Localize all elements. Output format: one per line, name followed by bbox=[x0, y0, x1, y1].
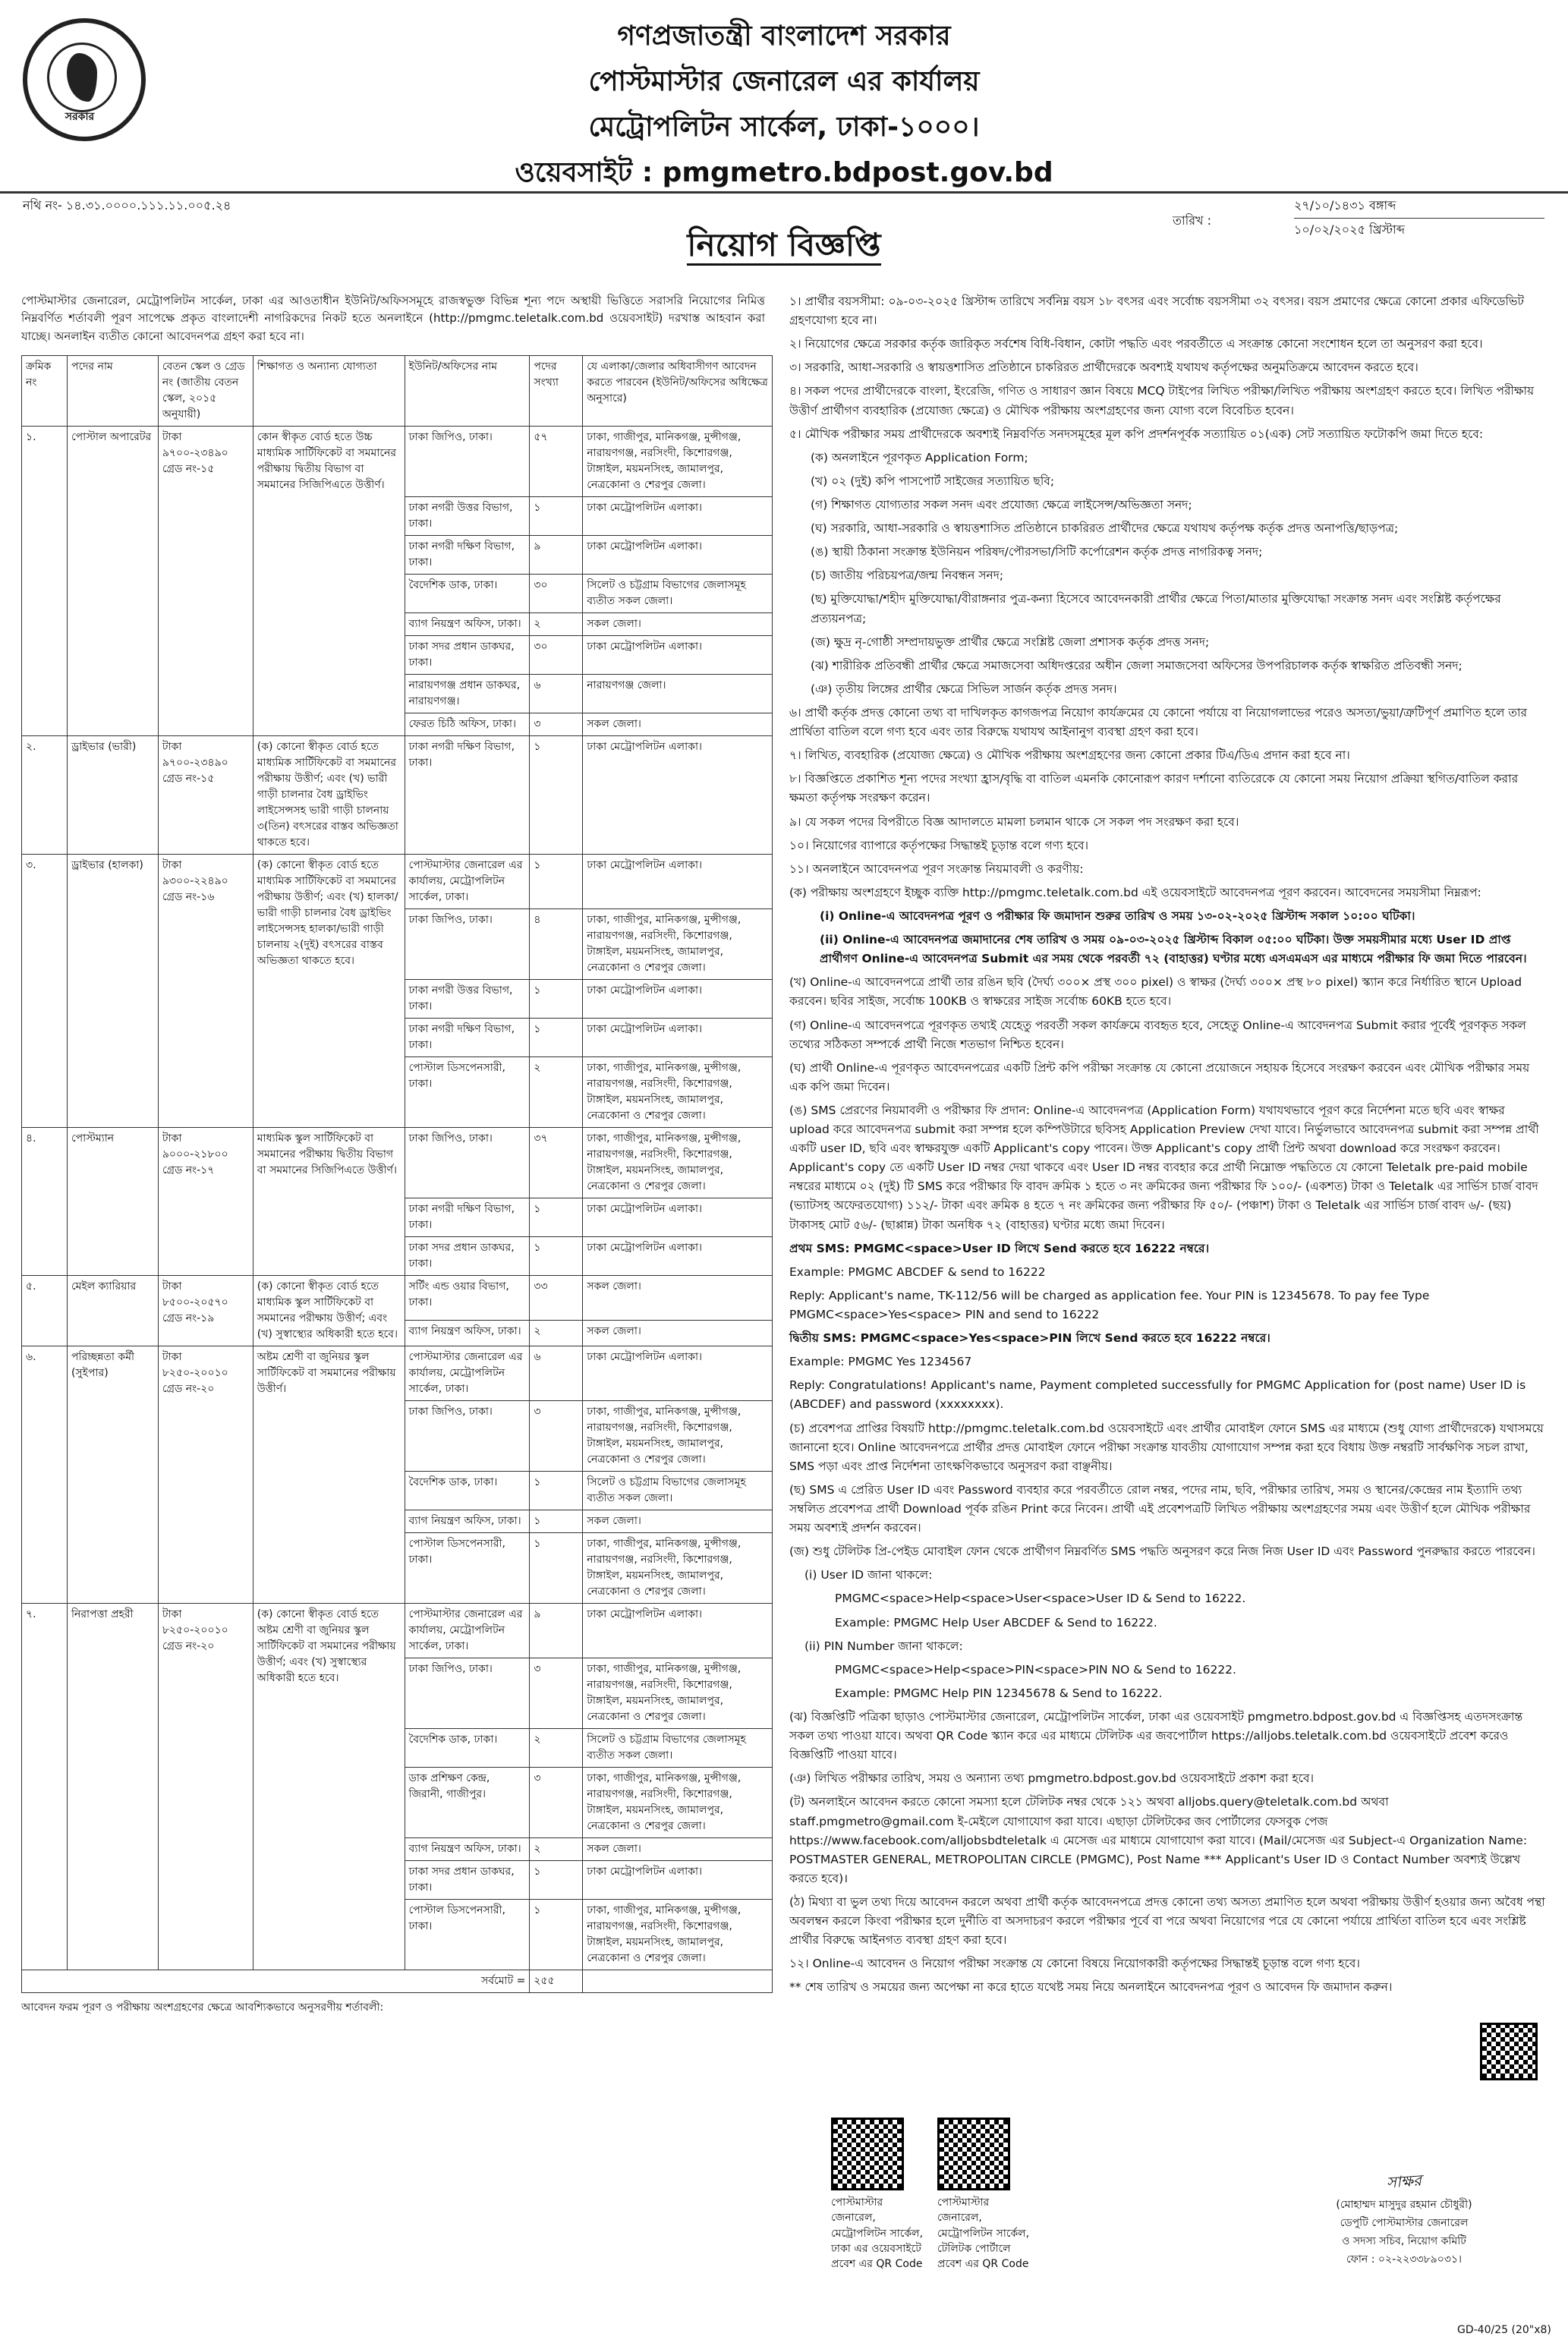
cell-eligible-area: ঢাকা, গাজীপুর, মানিকগঞ্জ, মুন্সীগঞ্জ, নারায়ণগঞ্জ, নরসিংদী, কিশোরগঞ্জ, টাঙ্গাইল, ময়মনসিংহ, জামালপুর, নেত্রকোনা ও শেরপুর জেলা। bbox=[583, 1401, 773, 1472]
date-label: তারিখ : bbox=[1173, 213, 1212, 228]
cell-pay-scale: টাকা ৮২৫০-২০০১০ গ্রেড নং-২০ bbox=[158, 1604, 253, 1970]
col-header-qualification: শিক্ষাগত ও অন্যান্য যোগ্যতা bbox=[253, 356, 405, 427]
cell-post-count: ১ bbox=[530, 855, 583, 909]
cell-eligible-area: ঢাকা, গাজীপুর, মানিকগঞ্জ, মুন্সীগঞ্জ, নারায়ণগঞ্জ, নরসিংদী, কিশোরগঞ্জ, টাঙ্গাইল, ময়মনসিংহ, জামালপুর, নেত্রকোনা ও শেরপুর জেলা। bbox=[583, 1768, 773, 1838]
condition-item: ২। নিয়োগের ক্ষেত্রে সরকার কর্তৃক জারিকৃত সর্বশেষ বিধি-বিধান, কোটা পদ্ধতি এবং পরবর্তীতে এ সংক্রান্ত কোনো সংশোধন হলে তা অনুসরণ করা হবে। bbox=[789, 337, 1483, 351]
cell-unit: পোস্টমাস্টার জেনারেল এর কার্যালয়, মেট্রোপলিটন সার্কেল, ঢাকা। bbox=[405, 1604, 530, 1658]
recover-userid-cmd: PMGMC<space>Help<space>User<space>User ID & Send to 16222. bbox=[835, 1592, 1246, 1606]
notice-title: নিয়োগ বিজ্ঞপ্তি bbox=[687, 226, 880, 266]
cell-post-count: ৩০ bbox=[530, 636, 583, 675]
cell-unit: পোস্টমাস্টার জেনারেল এর কার্যালয়, মেট্রোপলিটন সার্কেল, ঢাকা। bbox=[405, 1346, 530, 1401]
cell-eligible-area: সকল জেলা। bbox=[583, 1510, 773, 1533]
cell-post-name: পোস্টাল অপারেটর bbox=[67, 427, 158, 736]
cell-post-name: পরিচ্ছন্নতা কর্মী (সুইপার) bbox=[67, 1346, 158, 1604]
signatory-name: (মোহাম্মদ মাসুদুর রহমান চৌধুরী) bbox=[1336, 2199, 1472, 2211]
signatory-phone: ফোন : ০২-২২৩৩৮৯০৩১। bbox=[1346, 2253, 1463, 2266]
condition-item: ৯। যে সকল পদের বিপরীতে বিজ্ঞ আদালতে মামলা চলমান থাকে সে সকল পদ সংরক্ষণ করা হবে। bbox=[789, 814, 1239, 829]
condition-item: ১২। Online-এ আবেদন ও নিয়োগ পরীক্ষা সংক্রান্ত যে কোনো বিষয়ে নিয়োগকারী কর্তৃপক্ষের সিদ্ধান্তই চূড়ান্ত বলে গণ্য হবে। bbox=[789, 1957, 1360, 1971]
cell-unit: ঢাকা জিপিও, ঢাকা। bbox=[405, 1658, 530, 1729]
cell-serial: ৩. bbox=[22, 855, 68, 1128]
col-header-scale: বেতন স্কেল ও গ্রেড নং (জাতীয় বেতন স্কেল, ২০১৫ অনুযায়ী) bbox=[158, 356, 253, 427]
cell-eligible-area: সকল জেলা। bbox=[583, 1838, 773, 1861]
cell-eligible-area: ঢাকা, গাজীপুর, মানিকগঞ্জ, মুন্সীগঞ্জ, নারায়ণগঞ্জ, নরসিংদী, কিশোরগঞ্জ, টাঙ্গাইল, ময়মনসিংহ, জামালপুর, নেত্রকোনা ও শেরপুর জেলা। bbox=[583, 909, 773, 980]
cell-eligible-area: সকল জেলা। bbox=[583, 713, 773, 736]
cell-unit: ঢাকা নগরী দক্ষিণ বিভাগ, ঢাকা। bbox=[405, 1019, 530, 1057]
cell-unit: ব্যাগ নিয়ন্ত্রণ অফিস, ঢাকা। bbox=[405, 1510, 530, 1533]
cell-pay-scale: টাকা ৮৫০০-২০৫৭০ গ্রেড নং-১৯ bbox=[158, 1276, 253, 1346]
condition-item: ১। প্রার্থীর বয়সসীমা: ০৯-০৩-২০২৫ খ্রিস্টাব্দ তারিখে সর্বনিম্ন বয়স ১৮ বৎসর এবং সর্বোচ্চ বয়সসীমা ৩২ বৎসর। বয়স প্রমাণের ক্ষেত্রে কোনো প্রকার এফিডেভিট গ্রহণযোগ্য হবে না। bbox=[789, 294, 1524, 328]
online-rule-nga: (ঙ) SMS প্রেরণের নিয়মাবলী ও পরীক্ষার ফি প্রদান: Online-এ আবেদনপত্র (Application Form) যথাযথভাবে পূরণ করে নির্দেশনা মতে ছবি এবং স্বাক্ষর upload করে আবেদনপত্র submit করা সম্পন্ন হলে কম্পিউটারে ছবিসহ Application Preview দেখা যাবে। নির্ভুলভাবে আবেদনপত্র submit করা সম্পন্ন প্রার্থী একটি user ID, ছবি এবং স্বাক্ষরযুক্ত একটি Applicant's copy পাবেন। উক্ত Applicant's copy প্রার্থী প্রিন্ট অথবা download করে সংরক্ষণ করবেন। Applicant's copy তে একটি User ID নম্বর দেয়া থাকবে এবং User ID নম্বর ব্যবহার করে প্রার্থী নিম্নোক্ত পদ্ধতিতে যে কোনো Teletalk pre-paid mobile নম্বরের মাধ্যমে ০২ (দুই) টি SMS করে পরীক্ষার ফি বাবদ ক্রমিক ১ হতে ৩ নং ক্রমিকের জন্য পরীক্ষার ফি ১০০/- (একশত) টাকা ও Teletalk এর সার্ভিস চার্জ বাবদ (ভ্যাটসহ অফেরতযোগ্য) ১১২/- টাকা এবং ক্রমিক ৪ হতে ৭ নং ক্রমিকের জন্য পরীক্ষার ফি ৫০/- (পঞ্চাশ) টাকা ও Teletalk এর সার্ভিস চার্জ বাবদ ৬/- (ছয়) টাকাসহ মোট ৫৬/- (ছাপ্পান্ন) টাকা অনধিক ৭২ (বাহাত্তর) ঘণ্টার মধ্যে জমা দিবেন। bbox=[789, 1103, 1539, 1232]
col-header-post: পদের নাম bbox=[67, 356, 158, 427]
cell-unit: পোস্টাল ডিসপেনসারী, ঢাকা। bbox=[405, 1900, 530, 1970]
recover-pin-label: (ii) PIN Number জানা থাকলে: bbox=[804, 1639, 963, 1653]
cell-unit: ব্যাগ নিয়ন্ত্রণ অফিস, ঢাকা। bbox=[405, 613, 530, 636]
condition-item: (ঝ) শারীরিক প্রতিবন্ধী প্রার্থীর ক্ষেত্রে সমাজসেবা অধিদপ্তরের অধীন জেলা সমাজসেবা অফিসের উপপরিচালক কর্তৃক স্বাক্ষরিত প্রতিবন্ধী সনদ; bbox=[811, 658, 1463, 672]
cell-unit: ব্যাগ নিয়ন্ত্রণ অফিস, ঢাকা। bbox=[405, 1320, 530, 1346]
signatory-designation-1: ডেপুটি পোস্টমাস্টার জেনারেল bbox=[1340, 2217, 1469, 2229]
condition-item: ৬। প্রার্থী কর্তৃক প্রদত্ত কোনো তথ্য বা দাখিলকৃত কাগজপত্র নিয়োগ কার্যক্রমের যে কোনো পর্যায়ে বা নিয়োগলাভের পরেও অসত্য/ভুয়া/ত্রুটিপূর্ণ প্রমাণিত হলে তার প্রার্থিতা বাতিল বলে গণ্য হবে এবং তার বিরুদ্ধে যথাযথ আইনানুগ ব্যবস্থা গ্রহণ করা হবে। bbox=[789, 705, 1528, 739]
qr-teletalk-caption: পোস্টমাস্টার জেনারেল, মেট্রোপলিটন সার্কেল, টেলিটক পোর্টালে প্রবেশ এর QR Code bbox=[937, 2196, 1030, 2271]
cell-post-count: ১ bbox=[530, 1510, 583, 1533]
cell-eligible-area: ঢাকা মেট্রোপলিটন এলাকা। bbox=[583, 1019, 773, 1057]
cell-post-name: নিরাপত্তা প্রহরী bbox=[67, 1604, 158, 1970]
condition-item: ১০। নিয়োগের ব্যাপারে কর্তৃপক্ষের সিদ্ধান্তই চূড়ান্ত বলে গণ্য হবে। bbox=[789, 838, 1089, 852]
cell-post-count: ২ bbox=[530, 613, 583, 636]
table-row bbox=[22, 736, 773, 855]
cell-unit: পোস্টমাস্টার জেনারেল এর কার্যালয়, মেট্রোপলিটন সার্কেল, ঢাকা। bbox=[405, 855, 530, 909]
cell-pay-scale: টাকা ৯০০০-২১৮০০ গ্রেড নং-১৭ bbox=[158, 1128, 253, 1276]
cell-unit: ঢাকা সদর প্রধান ডাকঘর, ঢাকা। bbox=[405, 1861, 530, 1900]
cell-unit: ঢাকা নগরী দক্ষিণ বিভাগ, ঢাকা। bbox=[405, 1198, 530, 1237]
sms-second-label: দ্বিতীয় SMS: PMGMC<space>Yes<space>PIN লিখে Send করতে হবে 16222 নম্বরে। bbox=[789, 1331, 1270, 1346]
online-rule-jha: (ঝ) বিজ্ঞপ্তিটি পত্রিকা ছাড়াও পোস্টমাস্টার জেনারেল, মেট্রোপলিটন সার্কেল, ঢাকা এর ওয়েবসাইট pmgmetro.bdpost.gov.bd এ বিজ্ঞপ্তিসহ এতদসংক্রান্ত সকল তথ্য পাওয়া যাবে। অথবা QR Code স্ক্যান করে এর মাধ্যমে টেলিটক এর জবপোর্টাল https://alljobs.teletalk.com.bd ওয়েবসাইটে প্রবেশ করেও বিজ্ঞপ্তিটি পাওয়া যাবে। bbox=[789, 1710, 1523, 1762]
cell-qualification: (ক) কোনো স্বীকৃত বোর্ড হতে মাধ্যমিক সার্টিফিকেট বা সমমানের পরীক্ষায় উত্তীর্ণ; এবং (খ) ভারী গাড়ী চালনার বৈধ ড্রাইভিং লাইসেন্সসহ ভারী গাড়ী চালনায় ৩(তিন) বৎসরের বাস্তব অভিজ্ঞতা থাকতে হবে। bbox=[253, 736, 405, 855]
cell-eligible-area: সকল জেলা। bbox=[583, 1276, 773, 1321]
condition-item: ৭। লিখিত, ব্যবহারিক (প্রযোজ্য ক্ষেত্রে) ও মৌখিক পরীক্ষায় অংশগ্রহণের জন্য কোনো প্রকার টিএ/ডিএ প্রদান করা হবে না। bbox=[789, 748, 1350, 763]
cell-eligible-area: সিলেট ও চট্টগ্রাম বিভাগের জেলাসমূহ ব্যতীত সকল জেলা। bbox=[583, 1729, 773, 1768]
cell-post-count: ১ bbox=[530, 980, 583, 1019]
title-wrap bbox=[0, 220, 1568, 274]
cell-eligible-area: ঢাকা মেট্রোপলিটন এলাকা। bbox=[583, 1604, 773, 1658]
col-header-sl: ক্রমিক নং bbox=[22, 356, 68, 427]
cell-eligible-area: ঢাকা মেট্রোপলিটন এলাকা। bbox=[583, 1198, 773, 1237]
header-line-1: গণপ্রজাতন্ত্রী বাংলাদেশ সরকার bbox=[617, 20, 951, 52]
header-divider bbox=[0, 191, 1568, 194]
cell-post-count: ৩৩ bbox=[530, 1276, 583, 1321]
header-line-2: পোস্টমাস্টার জেনারেল এর কার্যালয় bbox=[588, 66, 980, 97]
online-rule-ka-i: (i) Online-এ আবেদনপত্র পূরণ ও পরীক্ষার ফি জমাদান শুরুর তারিখ ও সময় ১৩-০২-২০২৫ খ্রিস্টাব্দ সকাল ১০:০০ ঘটিকা। bbox=[820, 908, 1415, 923]
signatory-designation-2: ও সদস্য সচিব, নিয়োগ কমিটি bbox=[1342, 2235, 1466, 2247]
cell-post-count: ১ bbox=[530, 497, 583, 536]
signature-block bbox=[1275, 2171, 1533, 2269]
cell-qualification: (ক) কোনো স্বীকৃত বোর্ড হতে মাধ্যমিক স্কুল সার্টিফিকেট বা সমমানের পরীক্ষায় উত্তীর্ণ; এবং (খ) সুস্বাস্থ্যের অধিকারী হতে হবে। bbox=[253, 1276, 405, 1346]
cell-post-name: মেইল ক্যারিয়ার bbox=[67, 1276, 158, 1346]
condition-item: (ঞ) তৃতীয় লিঙ্গের প্রার্থীর ক্ষেত্রে সিভিল সার্জন কর্তৃক প্রদত্ত সনদ। bbox=[811, 682, 1117, 696]
date-english: ১০/০২/২০২৫ খ্রিস্টাব্দ bbox=[1294, 222, 1405, 237]
condition-item: (ছ) মুক্তিযোদ্ধা/শহীদ মুক্তিযোদ্ধা/বীরাঙ্গনার পুত্র-কন্যা হিসেবে আবেদনকারী প্রার্থীর ক্ষেত্রে পিতা/মাতার মুক্তিযোদ্ধা সংক্রান্ত সনদ এবং সংশ্লিষ্ট কর্তৃপক্ষের প্রত্যয়নপত্র; bbox=[811, 592, 1501, 625]
cell-eligible-area: ঢাকা, গাজীপুর, মানিকগঞ্জ, মুন্সীগঞ্জ, নারায়ণগঞ্জ, নরসিংদী, কিশোরগঞ্জ, টাঙ্গাইল, ময়মনসিংহ, জামালপুর, নেত্রকোনা ও শেরপুর জেলা। bbox=[583, 1658, 773, 1729]
cell-post-count: ১ bbox=[530, 1861, 583, 1900]
cell-eligible-area: ঢাকা, গাজীপুর, মানিকগঞ্জ, মুন্সীগঞ্জ, নারায়ণগঞ্জ, নরসিংদী, কিশোরগঞ্জ, টাঙ্গাইল, ময়মনসিংহ, জামালপুর, নেত্রকোনা ও শেরপুর জেলা। bbox=[583, 1057, 773, 1128]
cell-unit: ঢাকা জিপিও, ঢাকা। bbox=[405, 1401, 530, 1472]
cell-unit: ঢাকা নগরী দক্ষিণ বিভাগ, ঢাকা। bbox=[405, 736, 530, 855]
recover-pin-cmd: PMGMC<space>Help<space>PIN<space>PIN NO & Send to 16222. bbox=[835, 1662, 1236, 1677]
condition-item: (খ) ০২ (দুই) কপি পাসপোর্ট সাইজের সত্যায়িত ছবি; bbox=[811, 474, 1055, 488]
online-rule-kha: (খ) Online-এ আবেদনপত্রে প্রার্থী তার রঙিন ছবি (দৈর্ঘ্য ৩০০× প্রস্থ ৩০০ pixel) ও স্বাক্ষর (দৈর্ঘ্য ৩০০× প্রস্থ ৮০ pixel) স্ক্যান করে নির্ধারিত স্থানে Upload করবেন। ছবির সাইজ, সর্বোচ্চ 100KB ও স্বাক্ষরের সাইজ সর্বোচ্চ 60KB হতে হবে। bbox=[789, 975, 1522, 1009]
cell-unit: ঢাকা জিপিও, ঢাকা। bbox=[405, 909, 530, 980]
cell-eligible-area: ঢাকা, গাজীপুর, মানিকগঞ্জ, মুন্সীগঞ্জ, নারায়ণগঞ্জ, নরসিংদী, কিশোরগঞ্জ, টাঙ্গাইল, ময়মনসিংহ, জামালপুর, নেত্রকোনা ও শেরপুর জেলা। bbox=[583, 1533, 773, 1604]
cell-post-count: ২ bbox=[530, 1729, 583, 1768]
cell-post-count: ২ bbox=[530, 1057, 583, 1128]
cell-post-count: ৩০ bbox=[530, 575, 583, 613]
cell-post-count: ২ bbox=[530, 1320, 583, 1346]
cell-pay-scale: টাকা ৮২৫০-২০০১০ গ্রেড নং-২০ bbox=[158, 1346, 253, 1604]
cell-post-count: ৩ bbox=[530, 1768, 583, 1838]
cell-eligible-area: ঢাকা মেট্রোপলিটন এলাকা। bbox=[583, 1861, 773, 1900]
cell-unit: ফেরত চিঠি অফিস, ঢাকা। bbox=[405, 713, 530, 736]
qr-code-corner-icon bbox=[1480, 2023, 1538, 2080]
cell-eligible-area: ঢাকা মেট্রোপলিটন এলাকা। bbox=[583, 1237, 773, 1276]
cell-unit: ব্যাগ নিয়ন্ত্রণ অফিস, ঢাকা। bbox=[405, 1838, 530, 1861]
online-rule-ka-ii: (ii) Online-এ আবেদনপত্র জমাদানের শেষ তারিখ ও সময় ০৯-০৩-২০২৫ খ্রিস্টাব্দ বিকাল ০৫:০০ ঘটিকা। উক্ত সময়সীমার মধ্যে User ID প্রাপ্ত প্রার্থীগণ Online-এ আবেদনপত্র Submit এর সময় থেকে পরবর্তী ৭২ (বাহাত্তর) ঘণ্টার মধ্যে এসএমএস এর মাধ্যমে পরীক্ষার ফি জমা দিতে পারবেন। bbox=[820, 933, 1527, 966]
online-rule-chha: (ছ) SMS এ প্রেরিত User ID এবং Password ব্যবহার করে পরবর্তীতে রোল নম্বর, পদের নাম, ছবি, পরীক্ষার তারিখ, সময় ও স্থানের/কেন্দ্রের নাম ইত্যাদি তথ্য সম্বলিত প্রবেশপত্র প্রার্থী Download পূর্বক রঙিন Print করে নিবেন। প্রার্থী এই প্রবেশপত্রটি লিখিত পরীক্ষায় অংশগ্রহণের সময় এবং উত্তীর্ণ হলে মৌখিক পরীক্ষার সময় অবশ্যই প্রদর্শন করবেন। bbox=[789, 1482, 1531, 1535]
cell-unit: ঢাকা নগরী উত্তর বিভাগ, ঢাকা। bbox=[405, 980, 530, 1019]
col-header-unit: ইউনিট/অফিসের নাম bbox=[405, 356, 530, 427]
cell-pay-scale: টাকা ৯৭০০-২৩৪৯০ গ্রেড নং-১৫ bbox=[158, 736, 253, 855]
cell-eligible-area: ঢাকা মেট্রোপলিটন এলাকা। bbox=[583, 1346, 773, 1401]
cell-unit: ঢাকা সদর প্রধান ডাকঘর, ঢাকা। bbox=[405, 636, 530, 675]
cell-post-count: ১ bbox=[530, 1533, 583, 1604]
header-line-3: মেট্রোপলিটন সার্কেল, ঢাকা-১০০০। bbox=[588, 112, 980, 143]
cell-serial: ৪. bbox=[22, 1128, 68, 1276]
table-header-row bbox=[22, 356, 773, 427]
qr-teletalk-block bbox=[937, 2118, 1036, 2272]
online-rule-ka: (ক) পরীক্ষায় অংশগ্রহণে ইচ্ছুক ব্যক্তি http://pmgmc.teletalk.com.bd এই ওয়েবসাইটে আবেদনপত্র পূরণ করবেন। আবেদনের সময়সীমা নিম্নরূপ: bbox=[789, 885, 1481, 899]
cell-eligible-area: সিলেট ও চট্টগ্রাম বিভাগের জেলাসমূহ ব্যতীত সকল জেলা। bbox=[583, 1472, 773, 1510]
online-rule-nya: (ঞ) লিখিত পরীক্ষার তারিখ, সময় ও অন্যান্য তথ্য pmgmetro.bdpost.gov.bd ওয়েবসাইটে প্রকাশ করা হবে। bbox=[789, 1771, 1315, 1786]
qr-website-caption: পোস্টমাস্টার জেনারেল, মেট্রোপলিটন সার্কেল, ঢাকা এর ওয়েবসাইটে প্রবেশ এর QR Code bbox=[831, 2196, 924, 2271]
cell-post-count: ১ bbox=[530, 1019, 583, 1057]
cell-eligible-area: ঢাকা মেট্রোপলিটন এলাকা। bbox=[583, 536, 773, 575]
cell-eligible-area: ঢাকা, গাজীপুর, মানিকগঞ্জ, মুন্সীগঞ্জ, নারায়ণগঞ্জ, নরসিংদী, কিশোরগঞ্জ, টাঙ্গাইল, ময়মনসিংহ, জামালপুর, নেত্রকোনা ও শেরপুর জেলা। bbox=[583, 1900, 773, 1970]
cell-eligible-area: ঢাকা মেট্রোপলিটন এলাকা। bbox=[583, 497, 773, 536]
cell-post-name: ড্রাইভার (ভারী) bbox=[67, 736, 158, 855]
cell-eligible-area: সকল জেলা। bbox=[583, 1320, 773, 1346]
condition-item: (ঘ) সরকারি, আধা-সরকারি ও স্বায়ত্তশাসিত প্রতিষ্ঠানে চাকরিরত প্রার্থীদের ক্ষেত্রে যথাযথ কর্তৃপক্ষ কর্তৃক প্রদত্ত অনাপত্তি/ছাড়পত্র; bbox=[811, 521, 1399, 536]
total-row bbox=[22, 1970, 773, 1993]
cell-unit: সর্টিং এন্ড ওয়ার বিভাগ, ঢাকা। bbox=[405, 1276, 530, 1321]
cell-qualification: মাধ্যমিক স্কুল সার্টিফিকেট বা সমমানের পরীক্ষায় দ্বিতীয় বিভাগ বা সমমানের সিজিপিএতে উত্তীর্ণ। bbox=[253, 1128, 405, 1276]
cell-unit: ঢাকা জিপিও, ঢাকা। bbox=[405, 1128, 530, 1198]
online-rule-ta: (ট) অনলাইনে আবেদন করতে কোনো সমস্যা হলে টেলিটক নম্বর থেকে ১২১ অথবা alljobs.query@teletalk.com.bd অথবা staff.pmgmetro@gmail.com ই-মেইলে যোগাযোগ করা যাবে। এছাড়া টেলিটকের জব পোর্টালের ফেসবুক পেজ https://www.facebook.com/alljobsbdteletalk এ মেসেজ এর মাধ্যমে যোগাযোগ করা যাবে। (Mail/মেসেজ এর Subject-এ Organization Name: POSTMASTER GENERAL, METROPOLITAN CIRCLE (PMGMC), Post Name *** Applicant's User ID ও Contact Number অবশ্যই উল্লেখ করতে হবে)। bbox=[789, 1795, 1528, 1885]
recover-userid-example: Example: PMGMC Help User ABCDEF & Send to 16222. bbox=[835, 1615, 1157, 1630]
total-label: সর্বমোট = bbox=[22, 1970, 530, 1993]
signature-scribble: সাক্ষর bbox=[1385, 2171, 1422, 2192]
cell-unit: ঢাকা নগরী উত্তর বিভাগ, ঢাকা। bbox=[405, 497, 530, 536]
col-header-area: যে এলাকা/জেলার অধিবাসীগণ আবেদন করতে পারবেন (ইউনিট/অফিসের অধিক্ষেত্র অনুসারে) bbox=[583, 356, 773, 427]
total-empty bbox=[583, 1970, 773, 1993]
cell-post-count: ১ bbox=[530, 1900, 583, 1970]
vacancy-body bbox=[22, 427, 773, 1970]
table-row bbox=[22, 1604, 773, 1658]
cell-eligible-area: সিলেট ও চট্টগ্রাম বিভাগের জেলাসমূহ ব্যতীত সকল জেলা। bbox=[583, 575, 773, 613]
cell-post-name: পোস্টম্যান bbox=[67, 1128, 158, 1276]
cell-unit: পোস্টাল ডিসপেনসারী, ঢাকা। bbox=[405, 1057, 530, 1128]
condition-item: ৩। সরকারি, আধা-সরকারি ও স্বায়ত্তশাসিত প্রতিষ্ঠানে চাকরিরত প্রার্থীদেরকে অবশ্যই যথাযথ কর্তৃপক্ষের অনুমতিক্রমে আবেদন করতে হবে। bbox=[789, 361, 1418, 375]
table-row bbox=[22, 1346, 773, 1401]
sms-second-reply: Reply: Congratulations! Applicant's name, Payment completed successfully for PMGMC Application for (post name) User ID is (ABCDEF) and password (xxxxxxxx). bbox=[789, 1378, 1526, 1412]
cell-eligible-area: সকল জেলা। bbox=[583, 613, 773, 636]
qr-code-teletalk-icon bbox=[937, 2118, 1010, 2190]
qr-website-block bbox=[831, 2118, 930, 2272]
cell-eligible-area: নারায়ণগঞ্জ জেলা। bbox=[583, 675, 773, 713]
condition-item: ১১। অনলাইনে আবেদনপত্র পূরণ সংক্রান্ত নিয়মাবলী ও করণীয়: bbox=[789, 861, 1084, 876]
condition-item: (ক) অনলাইনে পূরণকৃত Application Form; bbox=[811, 450, 1028, 464]
cell-eligible-area: ঢাকা মেট্রোপলিটন এলাকা। bbox=[583, 636, 773, 675]
cell-serial: ৬. bbox=[22, 1346, 68, 1604]
cell-post-count: ৪ bbox=[530, 909, 583, 980]
condition-item: (গ) শিক্ষাগত যোগ্যতার সকল সনদ এবং প্রযোজ্য ক্ষেত্রে লাইসেন্স/অভিজ্ঞতা সনদ; bbox=[811, 497, 1192, 512]
table-row bbox=[22, 1128, 773, 1198]
cell-pay-scale: টাকা ৯৩০০-২২৪৯০ গ্রেড নং-১৬ bbox=[158, 855, 253, 1128]
online-rule-ja: (জ) শুধু টেলিটক প্রি-পেইড মোবাইল ফোন থেকে প্রার্থীগণ নিম্নবর্ণিত SMS পদ্ধতি অনুসরণ করে নিজ নিজ User ID এবং Password পুনরুদ্ধার করতে পারবেন। bbox=[789, 1545, 1535, 1559]
header-website: ওয়েবসাইট : pmgmetro.bdpost.gov.bd bbox=[515, 157, 1053, 188]
cell-post-count: ৬ bbox=[530, 675, 583, 713]
cell-post-count: ১ bbox=[530, 736, 583, 855]
cell-qualification: (ক) কোনো স্বীকৃত বোর্ড হতে অষ্টম শ্রেণী বা জুনিয়র স্কুল সার্টিফিকেট বা সমমানের পরীক্ষায় উত্তীর্ণ; এবং (খ) সুস্বাস্থ্যের অধিকারী হতে হবে। bbox=[253, 1604, 405, 1970]
date-bangla: ২৭/১০/১৪৩১ বঙ্গাব্দ bbox=[1294, 198, 1396, 213]
online-rule-gha: (ঘ) প্রার্থী Online-এ পূরণকৃত আবেদনপত্রের একটি প্রিন্ট কপি পরীক্ষা সংক্রান্ত যে কোনো প্রয়োজনে সহায়ক হিসেবে সংরক্ষণ করবেন এবং মৌখিক পরীক্ষার সময় এক কপি জমা দিবেন। bbox=[789, 1060, 1530, 1094]
cell-post-count: ৫৭ bbox=[530, 427, 583, 497]
cell-eligible-area: ঢাকা, গাজীপুর, মানিকগঞ্জ, মুন্সীগঞ্জ, নারায়ণগঞ্জ, নরসিংদী, কিশোরগঞ্জ, টাঙ্গাইল, ময়মনসিংহ, জামালপুর, নেত্রকোনা ও শেরপুর জেলা। bbox=[583, 427, 773, 497]
qr-corner-block bbox=[1480, 2023, 1538, 2080]
qr-code-website-icon bbox=[831, 2118, 904, 2190]
cell-unit: ঢাকা জিপিও, ঢাকা। bbox=[405, 427, 530, 497]
condition-item: (ঙ) স্থায়ী ঠিকানা সংক্রান্ত ইউনিয়ন পরিষদ/পৌরসভা/সিটি কর্পোরেশন কর্তৃক প্রদত্ত নাগরিকত্ব সনদ; bbox=[811, 545, 1263, 559]
intro-paragraph: পোস্টমাস্টার জেনারেল, মেট্রোপলিটন সার্কেল, ঢাকা এর আওতাধীন ইউনিট/অফিসসমূহে রাজস্বভুক্ত বিভিন্ন শূন্য পদে অস্থায়ী ভিত্তিতে সরাসরি নিয়োগের নিমিত্ত নিম্নবর্ণিত শর্তাবলী পূরণ সাপেক্ষে প্রকৃত বাংলাদেশী নাগরিকদের নিকট হতে অনলাইনে (http://pmgmc.teletalk.com.bd ওয়েবসাইট) দরখাস্ত আহবান করা যাচ্ছে। অনলাইন ব্যতীত কোনো আবেদনপত্র গ্রহণ করা হবে না। bbox=[21, 294, 765, 343]
total-value: ২৫৫ bbox=[530, 1970, 583, 1993]
cell-unit: ঢাকা সদর প্রধান ডাকঘর, ঢাকা। bbox=[405, 1237, 530, 1276]
cell-post-count: ১ bbox=[530, 1472, 583, 1510]
cell-post-count: ৯ bbox=[530, 536, 583, 575]
vacancy-table bbox=[21, 355, 773, 1993]
deadline-note: ** শেষ তারিখ ও সময়ের জন্য অপেক্ষা না করে হাতে যথেষ্ট সময় নিয়ে অনলাইনে আবেদনপত্র পূরণ ও আবেদন ফি জমাদান করুন। bbox=[789, 1980, 1393, 1995]
cell-post-count: ১ bbox=[530, 1198, 583, 1237]
conditions-column bbox=[789, 292, 1548, 2002]
sms-first-example: Example: PMGMC ABCDEF & send to 16222 bbox=[789, 1264, 1046, 1279]
date-divider bbox=[1294, 218, 1544, 219]
letterhead bbox=[0, 15, 1568, 197]
cell-post-count: ৬ bbox=[530, 1346, 583, 1401]
col-header-count: পদের সংখ্যা bbox=[530, 356, 583, 427]
recover-pin-example: Example: PMGMC Help PIN 12345678 & Send to 16222. bbox=[835, 1686, 1163, 1700]
cell-post-count: ৩ bbox=[530, 1658, 583, 1729]
cell-post-count: ১ bbox=[530, 1237, 583, 1276]
cell-unit: পোস্টাল ডিসপেনসারী, ঢাকা। bbox=[405, 1533, 530, 1604]
cell-qualification: (ক) কোনো স্বীকৃত বোর্ড হতে মাধ্যমিক সার্টিফিকেট বা সমমানের পরীক্ষায় উত্তীর্ণ; এবং (খ) হালকা/ভারী গাড়ী চালনার বৈধ ড্রাইভিং লাইসেন্সসহ হালকা/ভারী গাড়ী চালনায় ২(দুই) বৎসরের বাস্তব অভিজ্ঞতা থাকতে হবে। bbox=[253, 855, 405, 1128]
cell-post-count: ৯ bbox=[530, 1604, 583, 1658]
table-row bbox=[22, 855, 773, 909]
cell-qualification: কোন স্বীকৃত বোর্ড হতে উচ্চ মাধ্যমিক সার্টিফিকেট বা সমমানের পরীক্ষায় দ্বিতীয় বিভাগ বা সমমানের সিজিপিএতে উত্তীর্ণ। bbox=[253, 427, 405, 736]
memo-number: নথি নং- ১৪.৩১.০০০০.১১১.১১.০০৫.২৪ bbox=[23, 198, 231, 213]
cell-pay-scale: টাকা ৯৭০০-২৩৪৯০ গ্রেড নং-১৫ bbox=[158, 427, 253, 736]
cell-unit: নারায়ণগঞ্জ প্রধান ডাকঘর, নারায়ণগঞ্জ। bbox=[405, 675, 530, 713]
cell-unit: বৈদেশিক ডাক, ঢাকা। bbox=[405, 1472, 530, 1510]
online-rule-tha: (ঠ) মিথ্যা বা ভুল তথ্য দিয়ে আবেদন করলে অথবা প্রার্থী কর্তৃক আবেদনপত্রে প্রদত্ত কোনো তথ্য অসত্য প্রমাণিত হলে অথবা পরীক্ষায় উত্তীর্ণ হওয়ার জন্য অবৈধ পন্থা অবলম্বন করলে কিংবা পরীক্ষার হলে দুর্নীতি বা অসদাচরণ করলে পরীক্ষার পূর্বে বা পরে অথবা নিয়োগের পরে যে কোনো পর্যায়ে প্রার্থিতা বাতিল হবে এবং সংশ্লিষ্ট প্রার্থীর বিরুদ্ধে আইনগত ব্যবস্থা গ্রহণ করা হবে। bbox=[789, 1894, 1545, 1948]
cell-post-count: ২ bbox=[530, 1838, 583, 1861]
cell-unit: ঢাকা নগরী দক্ষিণ বিভাগ, ঢাকা। bbox=[405, 536, 530, 575]
online-rule-cha: (চ) প্রবেশপত্র প্রাপ্তির বিষয়টি http://pmgmc.teletalk.com.bd ওয়েবসাইটে এবং প্রার্থীর মোবাইল ফোনে SMS এর মাধ্যমে (শুধু যোগ্য প্রার্থীদেরকে) যথাসময়ে জানানো হবে। Online আবেদনপত্রে প্রার্থীর প্রদত্ত মোবাইল ফোনে পরীক্ষা সংক্রান্ত যাবতীয় যোগাযোগ সম্পন্ন করা হবে বিধায় উক্ত নম্বরটি সার্বক্ষণিক সচল রাখা, SMS পড়া এবং প্রাপ্ত নির্দেশনা তাৎক্ষণিকভাবে অনুসরণ করা বাঞ্ছনীয়। bbox=[789, 1421, 1544, 1473]
cell-unit: বৈদেশিক ডাক, ঢাকা। bbox=[405, 575, 530, 613]
online-rule-ga: (গ) Online-এ আবেদনপত্রে পূরণকৃত তথ্যই যেহেতু পরবর্তী সকল কার্যক্রমে ব্যবহৃত হবে, সেহেতু Online-এ আবেদনপত্র Submit করার পূর্বেই পূরণকৃত সকল তথ্যের সঠিকতা সম্পর্কে প্রার্থী নিজে শতভাগ নিশ্চিত হবেন। bbox=[789, 1018, 1526, 1051]
cell-eligible-area: ঢাকা, গাজীপুর, মানিকগঞ্জ, মুন্সীগঞ্জ, নারায়ণগঞ্জ, নরসিংদী, কিশোরগঞ্জ, টাঙ্গাইল, ময়মনসিংহ, জামালপুর, নেত্রকোনা ও শেরপুর জেলা। bbox=[583, 1128, 773, 1198]
sms-first-reply: Reply: Applicant's name, TK-112/56 will be charged as application fee. Your PIN is 12345678. To pay fee Type PMGMC<space>Yes<space> PIN and send to 16222 bbox=[789, 1288, 1430, 1322]
cell-eligible-area: ঢাকা মেট্রোপলিটন এলাকা। bbox=[583, 980, 773, 1019]
cell-serial: ১. bbox=[22, 427, 68, 736]
cell-eligible-area: ঢাকা মেট্রোপলিটন এলাকা। bbox=[583, 855, 773, 909]
cell-serial: ৫. bbox=[22, 1276, 68, 1346]
cell-unit: ডাক প্রশিক্ষণ কেন্দ্র, জিরানী, গাজীপুর। bbox=[405, 1768, 530, 1838]
cell-serial: ২. bbox=[22, 736, 68, 855]
condition-item: (জ) ক্ষুদ্র নৃ-গোষ্ঠী সম্প্রদায়ভুক্ত প্রার্থীর ক্ষেত্রে সংশ্লিষ্ট জেলা প্রশাসক কর্তৃক প্রদত্ত সনদ; bbox=[811, 635, 1210, 649]
seal-bottom-text: সরকার bbox=[65, 111, 95, 123]
cell-unit: বৈদেশিক ডাক, ঢাকা। bbox=[405, 1729, 530, 1768]
recover-userid-label: (i) User ID জানা থাকলে: bbox=[804, 1568, 933, 1582]
gd-code: GD-40/25 (20"x8) bbox=[1457, 2324, 1551, 2336]
condition-item: ৫। মৌখিক পরীক্ষার সময় প্রার্থীদেরকে অবশ্যই নিম্নবর্ণিত সনদসমূহের মূল কপি প্রদর্শনপূর্বক সত্যায়িত ০১(এক) সেট সত্যায়িত ফটোকপি জমা দিতে হবে: bbox=[789, 427, 1484, 441]
vacancy-table-wrap bbox=[21, 355, 773, 2016]
cell-post-count: ৩৭ bbox=[530, 1128, 583, 1198]
cell-post-count: ৩ bbox=[530, 1401, 583, 1472]
table-row bbox=[22, 427, 773, 497]
sms-second-example: Example: PMGMC Yes 1234567 bbox=[789, 1355, 972, 1369]
cell-eligible-area: ঢাকা মেট্রোপলিটন এলাকা। bbox=[583, 736, 773, 855]
cell-post-name: ড্রাইভার (হালকা) bbox=[67, 855, 158, 1128]
condition-item: (চ) জাতীয় পরিচয়পত্র/জন্ম নিবন্ধন সনদ; bbox=[811, 568, 1004, 583]
table-row bbox=[22, 1276, 773, 1321]
cell-post-count: ৩ bbox=[530, 713, 583, 736]
footer-note: আবেদন ফরম পূরণ ও পরীক্ষায় অংশগ্রহণের ক্ষেত্রে আবশ্যিকভাবে অনুসরণীয় শর্তাবলী: bbox=[21, 2001, 384, 2014]
condition-item: ৪। সকল পদের প্রার্থীদেরকে বাংলা, ইংরেজি, গণিত ও সাধারণ জ্ঞান বিষয়ে MCQ টাইপের লিখিত পরীক্ষা/লিখিত পরীক্ষায় অংশগ্রহণ করতে হবে। লিখিত পরীক্ষায় উত্তীর্ণ প্রার্থীগণ ব্যবহারিক (প্রযোজ্য ক্ষেত্রে) ও মৌখিক পরীক্ষায় অংশগ্রহণের জন্য যোগ্য বলে বিবেচিত হবেন। bbox=[789, 384, 1535, 417]
condition-item: ৮। বিজ্ঞপ্তিতে প্রকাশিত শূন্য পদের সংখ্যা হ্রাস/বৃদ্ধি বা বাতিল এমনকি কোনোরূপ কারণ দর্শানো ব্যতিরেকে যে কোনো সময় নিয়োগ প্রক্রিয়া স্থগিত/বাতিল করার ক্ষমতা কর্তৃপক্ষ সংরক্ষণ করেন। bbox=[789, 772, 1519, 805]
cell-qualification: অষ্টম শ্রেণী বা জুনিয়র স্কুল সার্টিফিকেট বা সমমানের পরীক্ষায় উত্তীর্ণ। bbox=[253, 1346, 405, 1604]
sms-first-label: প্রথম SMS: PMGMC<space>User ID লিখে Send করতে হবে 16222 নম্বরে। bbox=[789, 1241, 1210, 1255]
cell-serial: ৭. bbox=[22, 1604, 68, 1970]
